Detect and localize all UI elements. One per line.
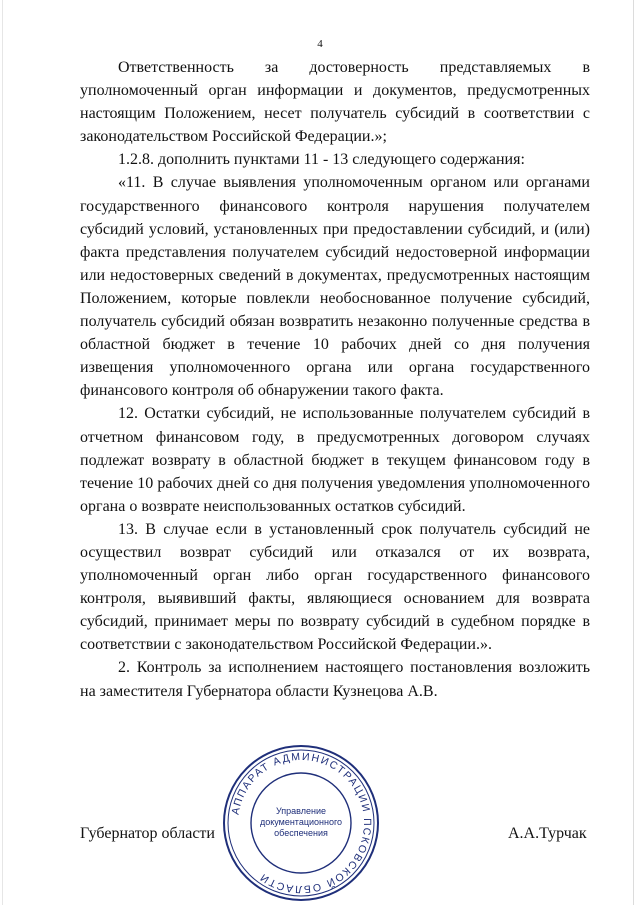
signature-name: А.А.Турчак bbox=[508, 825, 587, 842]
stamp-center-line-2: документационного bbox=[259, 817, 343, 827]
stamp-center-line-1: Управление bbox=[275, 806, 327, 816]
paragraph: Ответственность за достоверность представляемых в уполномоченный орган информации и документов, предусмотренных настоящим Положением, несет получатель субсидий в соответствии с законодательством Российской Федерации.»; bbox=[80, 59, 590, 146]
paragraph: 2. Контроль за исполнением настоящего постановления возложить на заместителя Губернатора области Кузнецова А.В. bbox=[80, 659, 590, 700]
paragraph: «11. В случае выявления уполномоченным органом или органами государственного финансового контроля нарушения получателем субсидий условий, установленных при предоставлении субсидий, и (или) факта представления получателем субсидий недостоверной информации или недостоверных сведений в документах, предусмотренных настоящим Положением, которые повлекли необоснованное получение субсидий, получатель субсидий обязан возвратить незаконно полученные средства в областной бюджет в течение 10 рабочих дней со дня получения извещения уполномоченного органа или органа государственного финансового контроля об обнаружении такого факта. bbox=[80, 174, 590, 400]
left-scan-edge bbox=[2, 0, 3, 905]
signature-position: Губернатор области bbox=[80, 825, 215, 842]
stamp-center-line-3: обеспечения bbox=[274, 828, 328, 838]
page-number: 4 bbox=[317, 38, 323, 50]
stamp-ring-text: АППАРАТ АДМИНИСТРАЦИИ ПСКОВСКОЙ ОБЛАСТИ bbox=[229, 750, 374, 896]
paragraph: 12. Остатки субсидий, не использованные получателем субсидий в отчетном финансовом году, в предусмотренных договором случаях подлежат возврату в областной бюджет в текущем финансовом году в течение 10 рабочих дней со дня получения уведомления уполномоченного органа о возврате неиспользованных остатков субсидий. bbox=[80, 405, 590, 515]
paragraph: 1.2.8. дополнить пунктами 11 - 13 следующего содержания: bbox=[118, 151, 525, 169]
document-body bbox=[80, 56, 590, 703]
paragraph: 13. В случае если в установленный срок получатель субсидий не осуществил возврат субсидий или отказался от их возврата, уполномоченный орган либо орган государственного финансового контроля, выявивший факты, являющиеся основанием для возврата субсидий, принимает меры по возврату субсидий в судебном порядке в соответствии с законодательством Российской Федерации.». bbox=[80, 520, 590, 654]
right-scan-edge bbox=[633, 0, 634, 905]
official-stamp bbox=[220, 742, 382, 904]
